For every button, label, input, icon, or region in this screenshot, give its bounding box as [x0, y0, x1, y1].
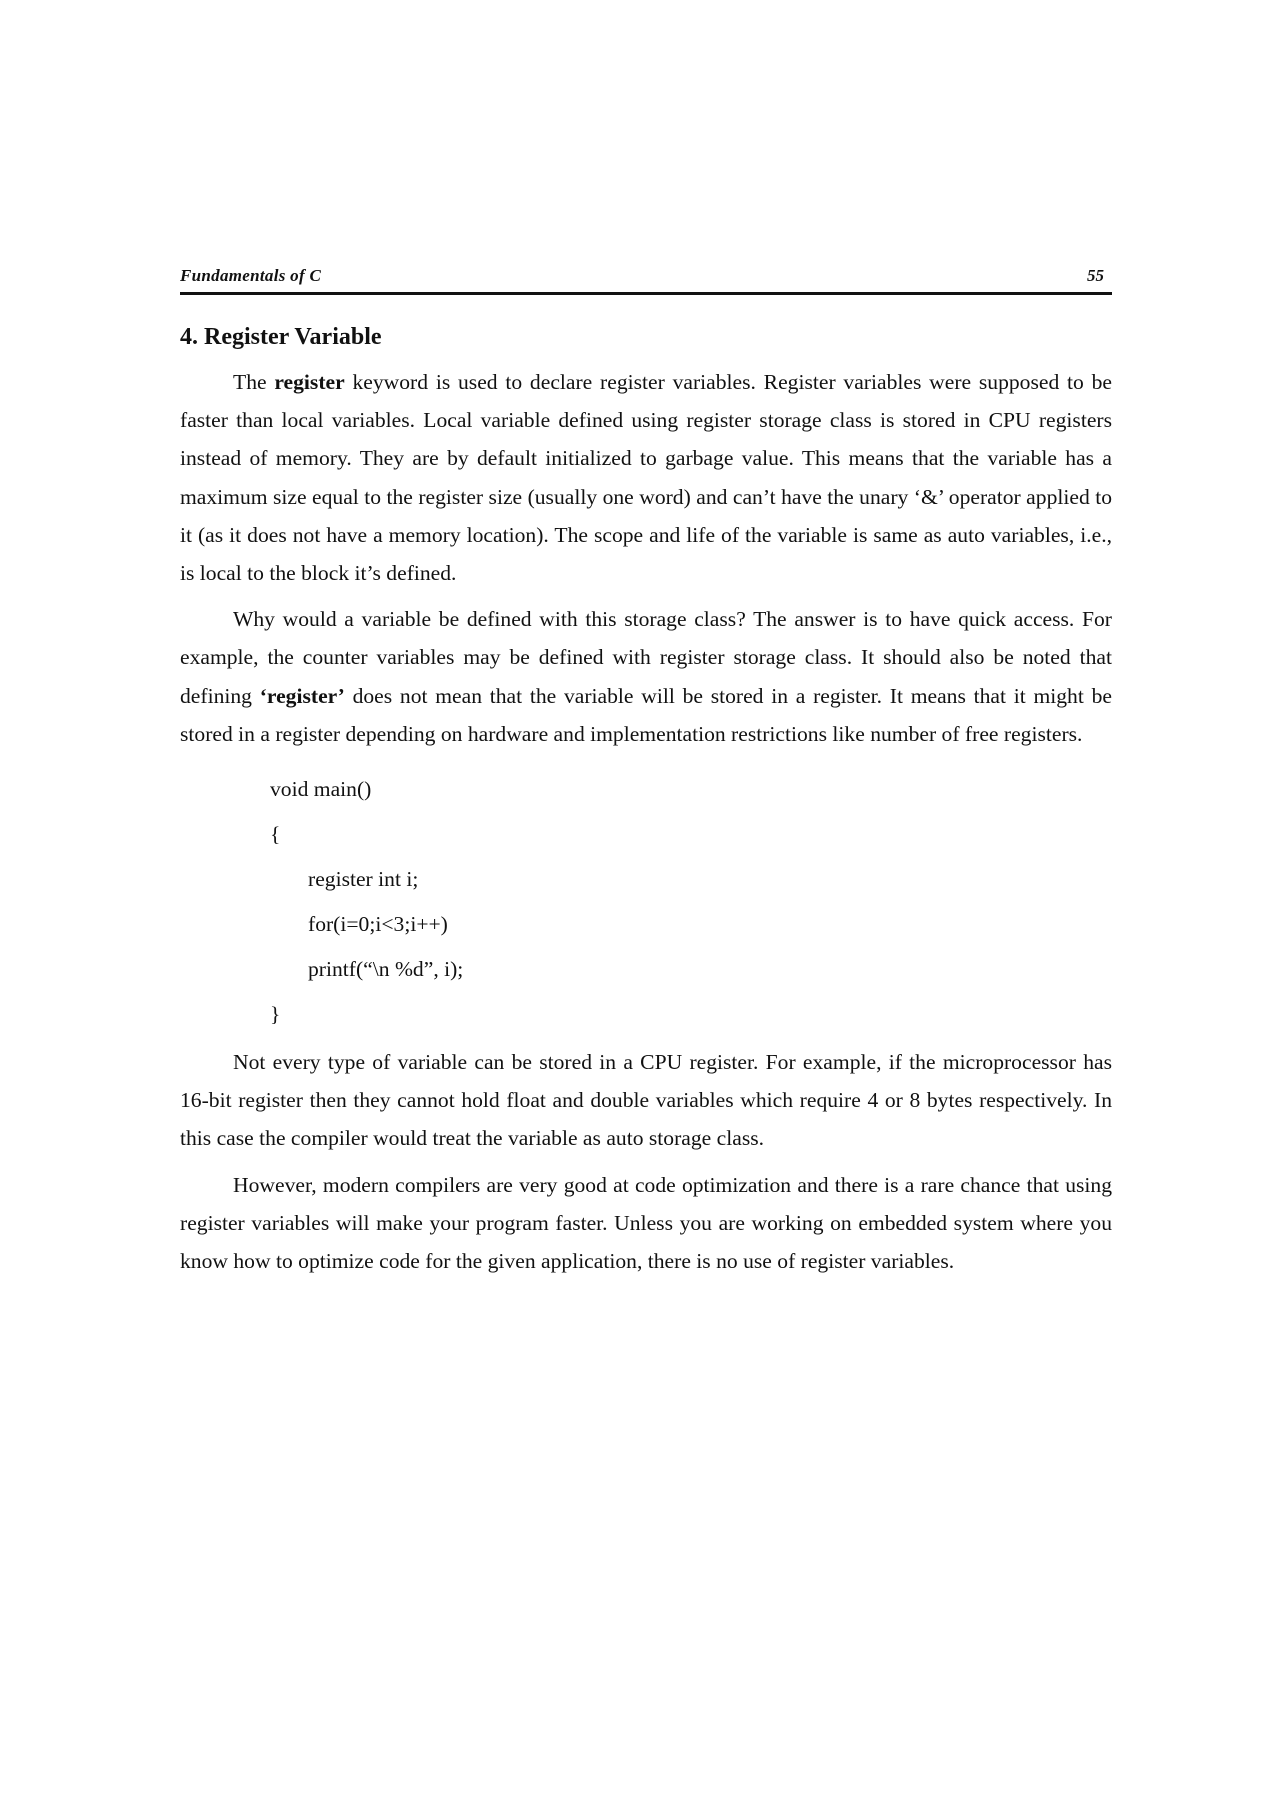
- code-example: [180, 761, 1112, 1043]
- page-number: 55: [1087, 266, 1104, 285]
- keyword-register: register: [274, 370, 345, 394]
- code-line: }: [270, 1002, 281, 1027]
- paragraph-text: keyword is used to declare register variables. Register variables were supposed to be faster than local variables. Local variable defined using register storage class is stored in CPU registers instead of memory. They are by default initialized to garbage value. This means that the variable has a maximum size equal to the register size (usually one word) and can’t have the unary ‘&’ operator applied to it (as it does not have a memory location). The scope and life of the variable is same as auto variables, i.e., is local to the block it’s defined.: [180, 370, 1112, 586]
- code-line: register int i;: [308, 867, 419, 892]
- paragraph-why-register: [180, 600, 1112, 753]
- running-header: [180, 262, 1112, 295]
- code-line: printf(“\n %d”, i);: [308, 957, 464, 982]
- paragraph-text: Why would a variable be defined with this storage class? The answer is to have quick access. For example, the counter variables may be defined with register storage class. It should also be noted that defining: [180, 607, 1112, 708]
- paragraph-modern-compilers: However, modern compilers are very good at code optimization and there is a rare chance that using register variables will make your program faster. Unless you are working on embedded system where you know how to optimize code for the given application, there is no use of register variables.: [180, 1172, 1112, 1274]
- section-heading: 4. Register Variable: [180, 324, 382, 350]
- code-line: for(i=0;i<3;i++): [308, 912, 448, 937]
- book-title: Fundamentals of C: [180, 266, 322, 285]
- paragraph-text: does not mean that the variable will be stored in a register. It means that it might be stored in a register depending on hardware and implementation restrictions like number of free registers.: [180, 683, 1112, 746]
- page-content: [180, 320, 1112, 1288]
- code-line: {: [270, 822, 281, 847]
- paragraph-register-intro: [180, 363, 1112, 592]
- code-line: void main(): [270, 777, 372, 802]
- paragraph-text: The: [233, 370, 275, 394]
- keyword-register-quoted: ‘register’: [259, 683, 345, 708]
- paragraph-cpu-register-limits: Not every type of variable can be stored in a CPU register. For example, if the microprocessor has 16-bit register then they cannot hold float and double variables which require 4 or 8 bytes respectively. In this case the compiler would treat the variable as auto storage class.: [180, 1050, 1112, 1151]
